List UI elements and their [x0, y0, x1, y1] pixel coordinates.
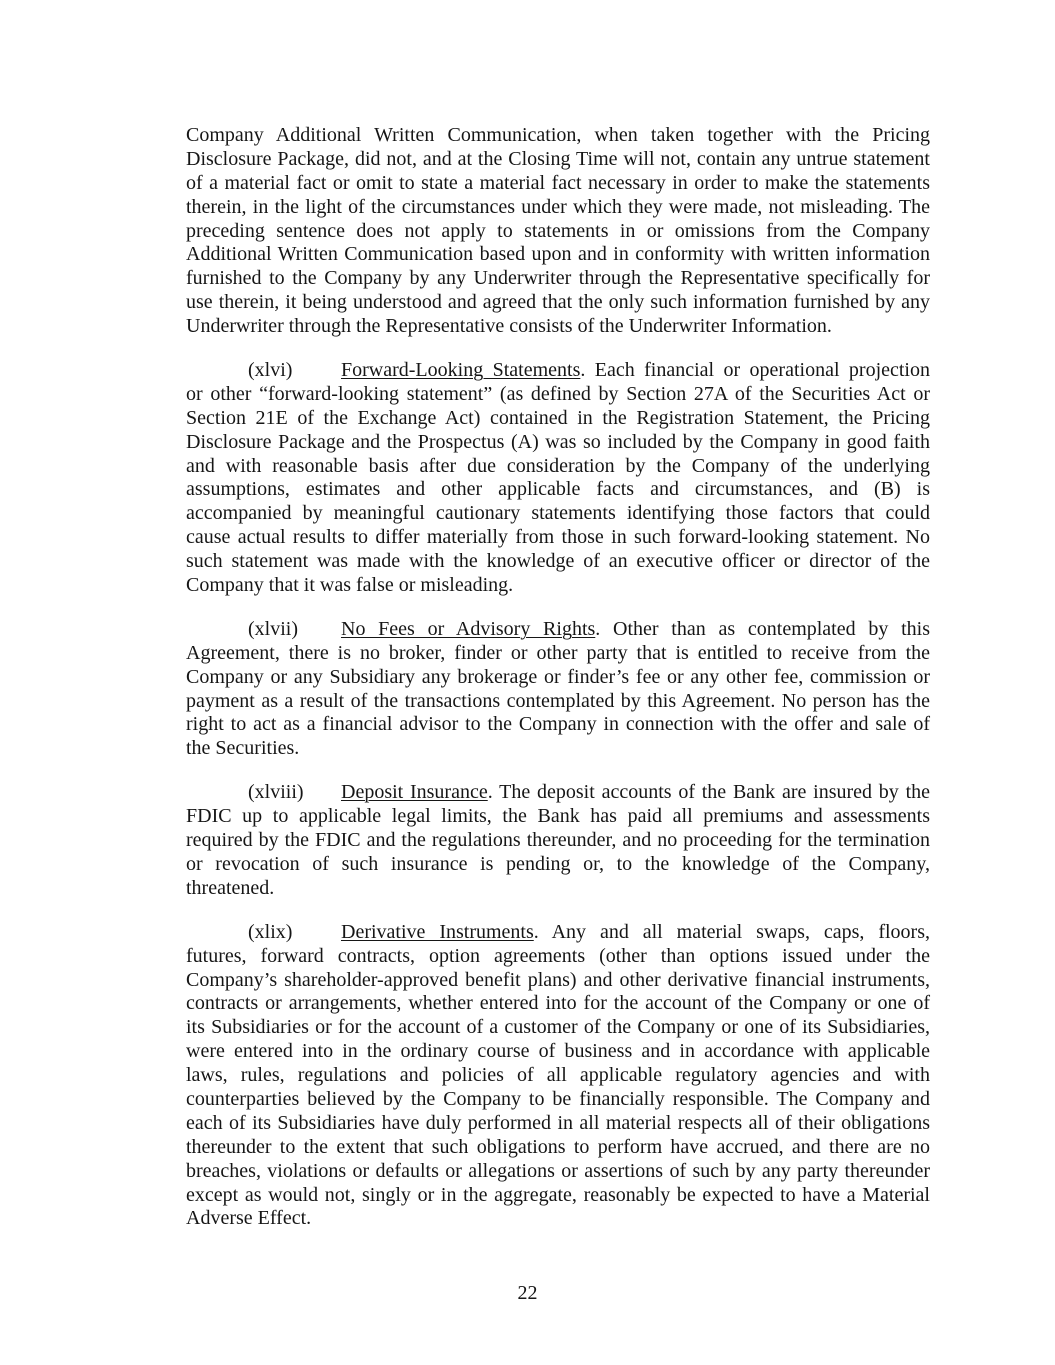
text-line: Company’s shareholder-approved benefit plans) and other derivative financial instruments, [186, 968, 930, 991]
text-line: counterparties believed by the Company to be financially responsible. The Company and [186, 1087, 930, 1110]
text-line: its Subsidiaries or for the account of a customer of the Company or one of its Subsidiaries, [186, 1016, 930, 1039]
text-line: and with reasonable basis after due consideration by the Company of the underlying [186, 454, 930, 477]
text-line: of a material fact or omit to state a material fact necessary in order to make the statements [186, 171, 930, 194]
text-line [186, 781, 930, 805]
text-line: such statement was made with the knowledge of an executive officer or director of the [186, 550, 930, 573]
text-line: futures, forward contracts, option agreements (other than options issued under the [186, 944, 930, 967]
text-line: preceding sentence does not apply to statements in or omissions from the Company [186, 219, 930, 242]
text-line [186, 359, 930, 383]
text-line: were entered into in the ordinary course of business and in accordance with applicable [186, 1040, 930, 1063]
section-heading: Deposit Insurance [341, 781, 488, 804]
text-line: accompanied by meaningful cautionary statements identifying those factors that could [186, 502, 930, 525]
text-line: payment as a result of the transactions contemplated by this Agreement. No person has the [186, 689, 930, 712]
text-run: . Any and all material swaps, caps, floors, [533, 920, 930, 943]
section-heading: Derivative Instruments [341, 920, 534, 943]
text-line: required by the FDIC and the regulations thereunder, and no proceeding for the termination [186, 829, 930, 852]
paragraph-derivative-instruments [186, 921, 930, 1232]
section-number: (xlviii) [248, 781, 304, 804]
text-line: Disclosure Package, did not, and at the Closing Time will not, contain any untrue statement [186, 147, 930, 170]
text-line: Underwriter through the Representative consists of the Underwriter Information. [186, 315, 832, 338]
text-line: thereunder to the extent that such obligations to perform have accrued, and there are no [186, 1135, 930, 1158]
text-line: threatened. [186, 876, 275, 899]
text-line: assumptions, estimates and other applicable facts and circumstances, and (B) is [186, 478, 930, 501]
text-line: Disclosure Package and the Prospectus (A) was so included by the Company in good faith [186, 430, 930, 453]
text-line: right to act as a financial advisor to the Company in connection with the offer and sale of [186, 713, 930, 736]
text-line: contracts or arrangements, whether entered into for the account of the Company or one of [186, 992, 930, 1015]
text-line: the Securities. [186, 737, 300, 760]
text-line: or other “forward-looking statement” (as defined by Section 27A of the Securities Act or [186, 382, 930, 405]
text-line [186, 921, 930, 945]
text-line: except as would not, singly or in the aggregate, reasonably be expected to have a Material [186, 1183, 930, 1206]
section-heading: Forward-Looking Statements [341, 359, 581, 382]
text-line: Agreement, there is no broker, finder or other party that is entitled to receive from the [186, 641, 930, 664]
section-number: (xlix) [248, 920, 293, 943]
text-line: Company that it was false or misleading. [186, 574, 514, 597]
text-line: Company or any Subsidiary any brokerage or finder’s fee or any other fee, commission or [186, 665, 930, 688]
text-line: Section 21E of the Exchange Act) contained in the Registration Statement, the Pricing [186, 406, 930, 429]
page-number: 22 [517, 1282, 538, 1304]
text-line: breaches, violations or defaults or allegations or assertions of such by any party thereunder [186, 1159, 930, 1182]
section-number: (xlvi) [248, 359, 293, 382]
text-line: or revocation of such insurance is pending or, to the knowledge of the Company, [186, 852, 930, 875]
text-line: each of its Subsidiaries have duly performed in all material respects all of their obligations [186, 1111, 930, 1134]
text-line: furnished to the Company by any Underwriter through the Representative specifically for [186, 267, 930, 290]
text-line: FDIC up to applicable legal limits, the Bank has paid all premiums and assessments [186, 805, 930, 828]
text-line: laws, rules, regulations and policies of all applicable regulatory agencies and with [186, 1064, 930, 1087]
text-run: . The deposit accounts of the Bank are insured by the [487, 781, 931, 804]
text-line: Company Additional Written Communication, when taken together with the Pricing [186, 124, 930, 146]
text-run: . Other than as contemplated by this [595, 617, 930, 640]
paragraph-continuation [186, 124, 930, 339]
text-line: use therein, it being understood and agreed that the only such information furnished by any [186, 291, 930, 314]
paragraph-forward-looking-statements [186, 359, 930, 598]
text-run: . Each financial or operational projection [580, 359, 930, 382]
text-line: cause actual results to differ materially from those in such forward-looking statement. No [186, 526, 930, 549]
page-body [186, 124, 930, 1251]
paragraph-no-fees-or-advisory-rights [186, 618, 930, 761]
text-line [186, 618, 930, 642]
text-line: Additional Written Communication based upon and in conformity with written information [186, 243, 930, 266]
text-line: therein, in the light of the circumstances under which they were made, not misleading. The [186, 195, 930, 218]
paragraph-deposit-insurance [186, 781, 930, 900]
section-number: (xlvii) [248, 617, 298, 640]
text-line: Adverse Effect. [186, 1207, 312, 1230]
section-heading: No Fees or Advisory Rights [341, 617, 596, 640]
